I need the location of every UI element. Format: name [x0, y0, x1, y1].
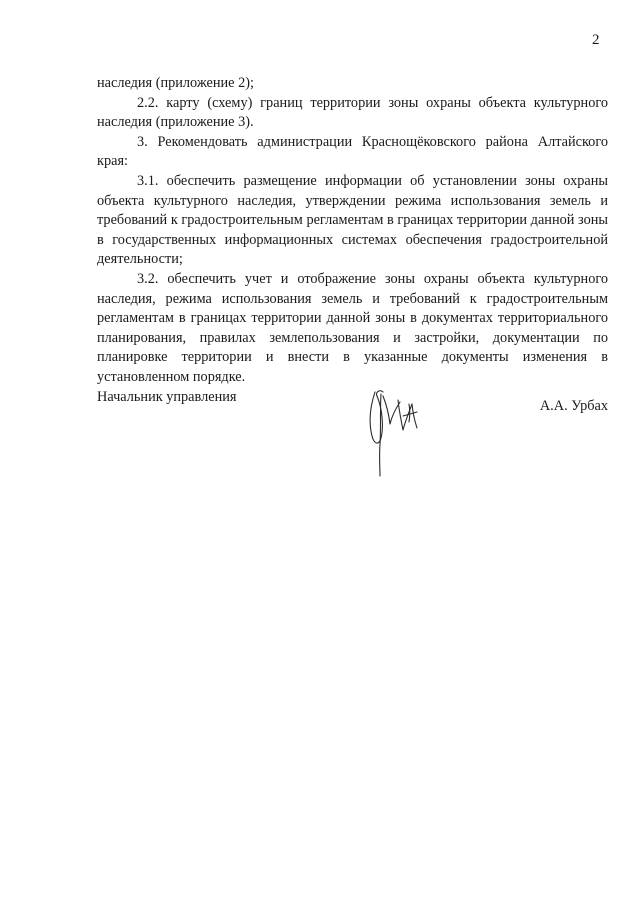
signature-block [97, 386, 608, 486]
document-body [97, 74, 608, 388]
paragraph-3-1: 3.1. обеспечить размещение информации об установлении зоны охраны объекта культурного наследия, утверждении режима использования земель и требований к градостроительным регламентам в границах территории данной зоны в государственных информационных системах обеспечения градостроительной деятельности; [97, 172, 608, 268]
signatory-title: Начальник управления [97, 389, 237, 405]
paragraph-2-2: 2.2. карту (схему) границ территории зоны охраны объекта культурного наследия (приложение 3). [97, 94, 608, 131]
paragraph-3-2: 3.2. обеспечить учет и отображение зоны охраны объекта культурного наследия, режима использования земель и требований к градостроительным регламентам в границах территории данной зоны в документах территориального планирования, правилах землепользования и застройки, документации по планировке территории и внести в указанные документы изменения в установленном порядке. [97, 270, 608, 385]
page-number: 2 [592, 32, 600, 48]
paragraph-continuation: наследия (приложение 2); [97, 75, 254, 91]
handwritten-signature [365, 386, 425, 478]
paragraph-3: 3. Рекомендовать администрации Краснощёковского района Алтайского края: [97, 133, 608, 170]
signatory-name: А.А. Урбах [539, 398, 608, 414]
